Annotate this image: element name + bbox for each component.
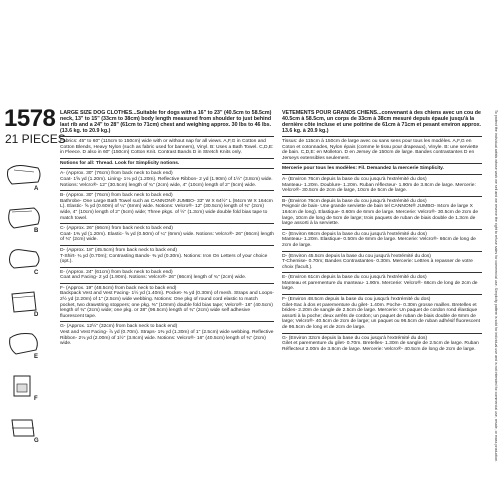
divider	[60, 267, 274, 268]
divider	[60, 168, 274, 169]
french-column	[282, 110, 482, 353]
view-title: C- (Approx. 26" (66cm) from back neck to back end)	[60, 226, 173, 232]
view-title: A- (Environ 76cm depuis la base du cou jusqu'à l'extrémité du dos)	[282, 176, 427, 182]
view-body: Bathrobe- One Large Bath Towel such as CANNON® JUMBO- 33" W X 64½" L (84cm W X 164cm L). Elastic- ⅝ yd (0.60m) of ¼" (6mm) wide. Notions: Velcro®- 12" (30.5cm) length of ¾" (2cm) wide, 4" (10cm) length of 2" (5cm) wide; Three pkgs. of ½" (1.3cm) wide double fold bias tape to match towel.	[60, 198, 273, 221]
view-body: Gilet-Sac à dos et parementure du gilet- 1.40m. Poche- 0.30m grosse mailles. Bretelles et brides- 2.20m de sangle de 2.5cm de large. Mercerie: Un paquet de cordon rond élastique assorti à la poche; deux arrêts de cordon; un paquet de ruban de biais double de 6mm de large; Velcro®- 40.5cm de 2cm de large; un paquet ou 96.5cm de ruban adhésif fluorescent de 96.5cm de long et de 2cm de large.	[282, 302, 480, 331]
view-title: A- (Approx. 30" (76cm) from back neck to back end)	[60, 171, 173, 177]
view-f-thumbnail	[4, 370, 52, 410]
view-f-requirements	[60, 286, 274, 320]
divider	[60, 283, 274, 284]
view-d-thumbnail	[4, 286, 52, 326]
divider	[282, 294, 482, 295]
divider	[282, 251, 482, 252]
view-title: F- (Environ 48.5cm depuis la base du cou jusqu'à l'extrémité du dos)	[282, 297, 431, 303]
view-title: D- (Environ 45.5cm depuis la base du cou jusqu'à l'extrémité du dos)	[282, 253, 431, 259]
view-body: Vest and Vest Facing- ⅞ yd (0.70m). Straps- 1⅜ yd (1.30m) of 1" (2.5cm) wide webbing. Reflective Ribbon- 2⅛ yd (2.00m) of 1½" (3.8cm) wide. Notions: Velcro®- 16" (40.5cm) length of ¾" (2cm) wide.	[60, 330, 274, 347]
view-title: E- (Approx. 24" (61cm) from back neck to back end)	[60, 269, 173, 275]
view-label: G	[34, 438, 39, 444]
divider	[282, 196, 482, 197]
view-title: E- (Environ 61cm depuis la base du cou jusqu'à l'extrémité du dos)	[282, 275, 427, 281]
view-title: D- (Approx. 18" (45.5cm) from back neck to back end)	[60, 247, 177, 253]
pattern-number: 1578	[4, 105, 56, 132]
french-heading: VETEMENTS POUR GRANDS CHIENS...convenant à des chiens avec un cou de 40.5cm à 58.5cm, un corps de 33cm à 38cm mesuré depuis épaule jusqu'à la dernière côte incluse et une poitrine de 61cm à 71cm et pesant environ approx. 13.6 kg. à 20.9 kg.)	[282, 110, 481, 134]
view-body: Backpack Vest and Vest Facing- 1½ yd (1.40m). Pocket- ⅜ yd (0.30m) of mesh. Straps and Loops- 2½ yd (2.20m) of 1" (2.5cm) wide webbing. Notions: One pkg of round cord elastic to match pocket, two drawstring stoppers; one pkg. ⅜" (10mm) double fold bias tape; Velcro®- 16" (40.5cm) length of ¾" (2cm) wide; one pkg. or 38" (96.5cm) length of ¾" (2cm) wide self adhesive fluorescent tape.	[60, 291, 274, 319]
view-c-thumbnail	[4, 244, 52, 284]
divider	[282, 163, 482, 164]
english-heading: LARGE SIZE DOG CLOTHES...Suitable for dogs with a 16" to 23" (40.5cm to 58.5cm) neck, 13" to 15" (33cm to 38cm) body length measured from shoulder to just behind last rib and a 24" to 28" (61cm to 71cm) chest and weighing approx. 30 lbs to 46 lbs. (13.6 kg. to 20.9 kg.)	[60, 110, 272, 134]
view-g-requirements	[60, 324, 274, 346]
disclaimer-text: To protect the individual artists whose work we sell and we reserve the right to refuse sales for commercial use. Simplicity pattern is sold for individual use and is not intended for commercial use, resale, or mass production.	[494, 110, 498, 463]
view-a-requirements	[60, 171, 274, 188]
view-body: Gilet et parementure du gilet- 0.70m. Bretelles- 1.30m de sangle de 2.5cm de large. Ruban Réflecteur 2.00m de 3.8cm de large. Mercerie: Velcro®- 40.5cm de long de 2cm de large.	[282, 341, 479, 352]
view-e-thumbnail	[4, 328, 52, 368]
view-title: F- (Approx. 19" (48.5cm) from back neck to back end)	[60, 285, 177, 291]
divider	[282, 229, 482, 230]
view-g-requirements	[282, 336, 482, 353]
notions-all-text: Mercerie pour tous les modèles: Fil. Demandez la mercerie Simplicity.	[282, 166, 444, 172]
view-a-requirements	[282, 177, 482, 194]
divider	[60, 223, 274, 224]
divider	[60, 158, 274, 159]
divider	[60, 321, 274, 322]
view-thumbnails	[4, 160, 52, 454]
view-title: C- (Environ 66cm depuis la base du cou jusqu'à l'extrémité du dos)	[282, 231, 427, 237]
view-body: T-Shirt- ¾ yd (0.70m); Contrasting Bands- ⅜ yd (0.30m). Notions: Iron On Letters of your choice (opt.).	[60, 253, 268, 265]
view-body: Coat- 1⅜ yd (1.20m). Elastic- ⅝ yd (0.50m) of ¼" (6mm) wide. Notions: Velcro®- 26" (66cm) length of ¾" (2cm) wide.	[60, 231, 274, 243]
fabrics-text: Fabrics: 45" to 60" (115cm to 150cm) wide with or without nap for all views. A,F,G in Cotton and Cotton Blends, Heavy Nylon (such as fabric used for banners), Vinyl. B: Uses a Bath Towel. C,D,E: in Fleece. D also in 60" (150cm) Cotton Knit. Contrast Bands D in Stretch Knits only.	[60, 139, 274, 156]
view-title: B- (Approx. 30" (76cm) from back neck to back end)	[60, 193, 173, 199]
divider	[282, 272, 482, 273]
divider	[282, 333, 482, 334]
view-c-requirements	[60, 226, 274, 243]
view-body: Manteau- 1.20m. Doublure- 1.20m. Ruban réflecteur- 1.90m de 3.8cm de large. Mercerie: Velcro®- 30.5cm de 2cm de large, 10cm de 5cm de large.	[282, 182, 476, 194]
view-body: T-Chemise- 0.70m; Bandes Contrastantes- 0.30m. Mercerie: Lettres à repasser de votre choix (facult.).	[282, 259, 473, 270]
view-label: D	[34, 312, 39, 318]
view-label: F	[34, 396, 38, 402]
piece-count: 21 PIECES	[5, 132, 66, 146]
view-c-requirements	[282, 232, 482, 249]
view-title: B- (Environ 76cm depuis la base du cou jusqu'à l'extrémité du dos)	[282, 198, 427, 204]
view-title: G- (Environ 32cm depuis la base du cou jusqu'à l'extrémité du dos)	[282, 335, 428, 341]
view-label: C	[34, 270, 39, 276]
view-label: A	[34, 186, 39, 192]
divider	[60, 136, 274, 137]
view-f-requirements	[282, 297, 482, 331]
fabrics-text: Tissus: de 115cm à 150cm de large avec ou sans sens pour tous les modèles. A,F,G en Coton et cotonnades, Nylon épais (comme le tissu pour drapeaux), Vinyle. B: une serviette de bain. C,D,E: en Molleton. D en Jersey de 150cm de large. Bandes contrastantes D en Jerseys extensibles seulement.	[282, 139, 479, 161]
notions-all-text: Notions for all: Thread. Look for Simplicity notions.	[60, 160, 180, 166]
divider	[282, 174, 482, 175]
divider	[60, 190, 274, 191]
view-d-requirements	[60, 248, 274, 265]
vertical-disclaimer	[491, 110, 499, 480]
view-body: Peignoir de bain- Une grande serviette de bain tel CANNON® JUMBO- 84cm de large X 164cm de long). Elastique- 0.60m de 6mm de large. Mercerie: Velcro®- 30.5cm de 2cm de large, 10cm de long de 5cm de large; trois paquets de ruban de biais double de 1.3cm de large assorti à la serviette.	[282, 204, 479, 227]
view-body: Manteau- 1.20m. Elastique- 0.50m de 6mm de large. Mercerie: Velcro®- 66cm de long de 2cm de large.	[282, 237, 476, 248]
view-g-thumbnail	[4, 412, 52, 452]
view-e-requirements	[60, 270, 274, 281]
view-label: E	[34, 354, 39, 360]
view-title: G- (Approx. 12½" (32cm) from back neck to back end)	[60, 324, 178, 330]
view-b-requirements	[282, 199, 482, 227]
view-a-thumbnail	[4, 160, 52, 200]
view-e-requirements	[282, 275, 482, 292]
divider	[282, 136, 482, 137]
view-body: Coat and Facing- 2 yd (1.90m). Notions: Velcro®- 26" (66cm) length of ¾" (2cm) wide.	[60, 275, 247, 281]
english-column	[60, 110, 274, 348]
view-b-requirements	[60, 193, 274, 221]
view-body: Coat- 1⅝ yd (1.20m). Lining- 1⅛ yd (1.20m). Reflective Ribbon- 2 yd (1.90m) of 1½" (3.8cm) wide. Notions: Velcro®- 12" (30.5cm) length of ¾" (2cm) wide, 4" (10cm) length of 2" (5cm) wide.	[60, 176, 273, 188]
view-body: Manteau et parementure du manteau- 1.90m. Mercerie: Velcro®- 66cm de long de 2cm de large.	[282, 280, 478, 292]
view-b-thumbnail	[4, 202, 52, 242]
view-d-requirements	[282, 254, 482, 271]
view-label: B	[34, 228, 39, 234]
divider	[60, 245, 274, 246]
